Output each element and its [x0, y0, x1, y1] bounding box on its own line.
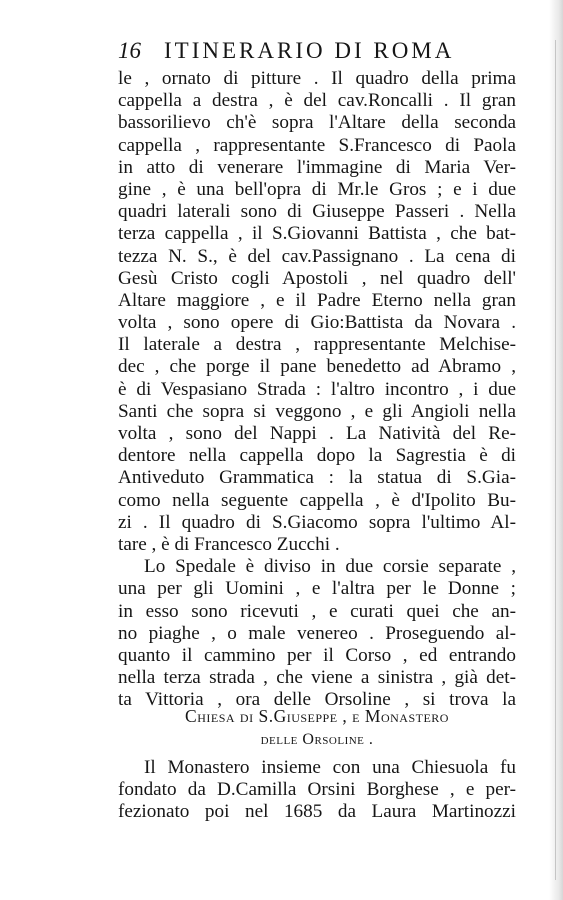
- text-line: Lo Spedale è diviso in due corsie separate ,: [144, 556, 516, 578]
- text-line: le , ornato di pitture . Il quadro della prima: [118, 68, 516, 89]
- paragraph-monastery: [118, 757, 516, 824]
- text-line: gine , è una bell'opra di Mr.le Gros ; e i due: [118, 178, 516, 200]
- text-line: tare , è di Francesco Zucchi .: [118, 533, 340, 555]
- text-line: fondato da D.Camilla Orsini Borghese , e per-: [118, 779, 516, 801]
- text-line: fezionato poi nel 1685 da Laura Martinozzi: [118, 801, 516, 823]
- paragraph-church-description: [118, 68, 516, 556]
- text-line: como nella seguente cappella , è d'Ipolito Bu-: [118, 489, 516, 511]
- text-line: dentore nella cappella dopo la Sagrestia è di: [118, 445, 516, 467]
- text-line: nella terza strada , che viene a sinistra , già det-: [118, 667, 516, 689]
- text-line: quanto il cammino per il Corso , ed entrando: [118, 644, 516, 666]
- text-line: cappella , rappresentante S.Francesco di Paola: [118, 134, 516, 156]
- paragraph-hospital: [118, 556, 516, 711]
- text-line: ta Vittoria , ora delle Orsoline , si trova la: [118, 689, 516, 711]
- text-line: bassorilievo ch'è sopra l'Altare della seconda: [118, 112, 516, 134]
- text-line: volta , sono opere di Gio:Battista da Novara .: [118, 312, 516, 334]
- section-heading: [118, 704, 516, 752]
- text-line: una per gli Uomini , e l'altra per le Donne ;: [118, 578, 516, 600]
- text-line: in atto di venerare l'immagine di Maria Ver-: [118, 156, 516, 178]
- text-block-main: [118, 68, 516, 711]
- text-line: quadri laterali sono di Giuseppe Passeri . Nella: [118, 201, 516, 223]
- text-line: Gesù Cristo cogli Apostoli , nel quadro dell': [118, 267, 516, 289]
- page-number: 16: [118, 38, 141, 63]
- text-line: zi . Il quadro di S.Giacomo sopra l'ultimo Al-: [118, 511, 516, 533]
- text-line: volta , sono del Nappi . La Natività del Re-: [118, 423, 516, 444]
- text-line: Antiveduto Grammatica : la statua di S.Gia-: [118, 467, 516, 489]
- page-edge-shadow: [549, 0, 563, 900]
- text-line: Santi che sopra si veggono , e gli Angioli nella: [118, 400, 516, 422]
- text-line: dec , che porge il pane benedetto ad Abramo ,: [118, 356, 516, 378]
- text-line: cappella a destra , è del cav.Roncalli . Il gran: [118, 90, 516, 112]
- section-heading-line-2: delle Orsoline .: [260, 731, 374, 748]
- text-line: Il laterale a destra , rappresentante Melchise-: [118, 334, 516, 356]
- text-line: è di Vespasiano Strada : l'altro incontro , i due: [118, 378, 516, 400]
- running-title: ITINERARIO DI ROMA: [164, 38, 455, 63]
- page-header: [118, 36, 488, 66]
- text-line: Altare maggiore , e il Padre Eterno nella gran: [118, 289, 516, 311]
- text-line: Il Monastero insieme con una Chiesuola fu: [144, 757, 516, 778]
- text-line: tezza N. S., è del cav.Passignano . La cena di: [118, 245, 516, 267]
- page-edge-line: [555, 40, 556, 880]
- text-line: in esso sono ricevuti , e curati quei che an-: [118, 600, 516, 622]
- section-heading-line-1: Chiesa di S.Giuseppe , e Monastero: [185, 706, 449, 726]
- text-line: no piaghe , o male venereo . Proseguendo al-: [118, 622, 516, 644]
- text-line: terza cappella , il S.Giovanni Battista , che bat-: [118, 223, 516, 245]
